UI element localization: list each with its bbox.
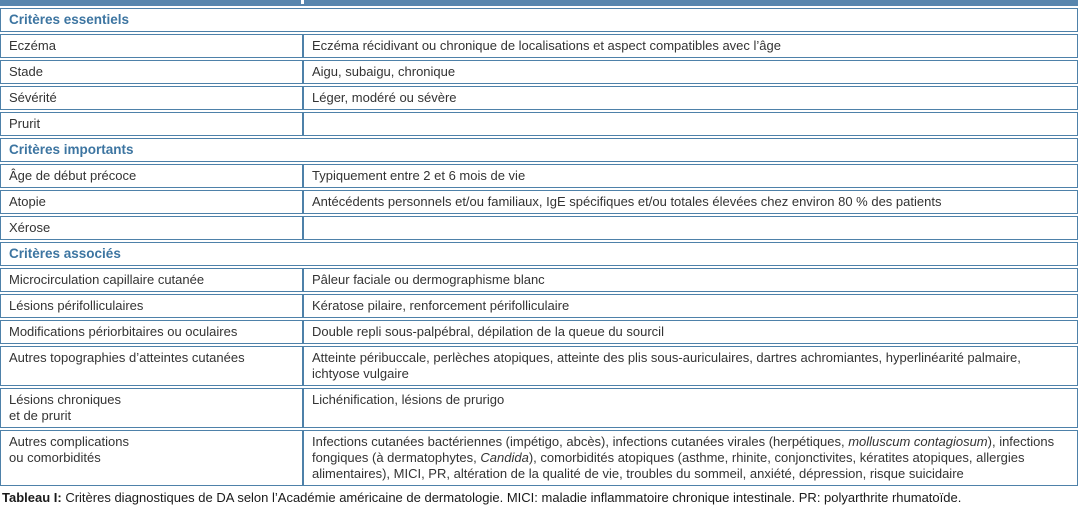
table-row [0,164,1078,188]
criterion-value [303,294,1078,318]
section-header: Critères importants [0,138,1078,162]
criterion-label: Modifications périorbitaires ou oculaires [0,320,303,344]
table-row [0,34,1078,58]
section-header: Critères associés [0,242,1078,266]
criterion-value [303,320,1078,344]
table-row [0,268,1078,292]
criterion-label: Autres complications ou comorbidités [0,430,303,486]
table-row [0,294,1078,318]
value-text: Lichénification, lésions de prurigo [312,392,505,407]
criterion-label: Stade [0,60,303,84]
caption-text: Critères diagnostiques de DA selon l’Académie américaine de dermatologie. MICI: maladie inflammatoire chronique intestinale. PR: polyarthrite rhumatoïde. [61,490,962,505]
criterion-label: Prurit [0,112,303,136]
section-header: Critères essentiels [0,8,1078,32]
criterion-value [303,346,1078,386]
criterion-value [303,86,1078,110]
criterion-label: Atopie [0,190,303,214]
italic-term: Candida [480,450,529,465]
value-text: Pâleur faciale ou dermographisme blanc [312,272,545,287]
section-header-row [0,242,1078,266]
italic-term: molluscum contagiosum [848,434,988,449]
criterion-label: Autres topographies d’atteintes cutanées [0,346,303,386]
criterion-value [303,430,1078,486]
criterion-value [303,112,1078,136]
value-text: Antécédents personnels et/ou familiaux, IgE spécifiques et/ou totales élevées chez environ 80 % des patients [312,194,942,209]
criterion-value [303,388,1078,428]
criterion-value [303,268,1078,292]
criterion-label: Lésions périfolliculaires [0,294,303,318]
table-caption [0,490,1078,506]
criterion-value [303,60,1078,84]
value-text: Double repli sous-palpébral, dépilation de la queue du sourcil [312,324,664,339]
value-text: Léger, modéré ou sévère [312,90,457,105]
table-row [0,216,1078,240]
value-text: Atteinte péribuccale, perlèches atopiques, atteinte des plis sous-auriculaires, dartres achromiantes, hyperlinéarité palmaire, ichtyose vulgaire [312,350,1021,381]
value-text: Typiquement entre 2 et 6 mois de vie [312,168,526,183]
table-row [0,190,1078,214]
value-text: Aigu, subaigu, chronique [312,64,456,79]
caption-label: Tableau I: [2,490,62,505]
table-row [0,60,1078,84]
table-row [0,112,1078,136]
value-text: Infections cutanées bactériennes (impétigo, abcès), infections cutanées virales (herpétiques, [312,434,849,449]
criterion-value [303,34,1078,58]
table-row [0,430,1078,486]
section-header-row [0,8,1078,32]
table-row [0,346,1078,386]
criterion-label: Sévérité [0,86,303,110]
criterion-label: Lésions chroniques et de prurit [0,388,303,428]
table-row [0,320,1078,344]
value-text: ), comorbidités atopiques (asthme, rhinite, conjonctivites, kératites atopiques, allergies alimentaires), MICI, PR, altération de la qualité de vie, troubles du sommeil, anxiété, dépression, risque suicidaire [312,450,1025,481]
value-text: Eczéma récidivant ou chronique de localisations et aspect compatibles avec l’âge [312,38,781,53]
column-divider-notch [301,0,304,4]
table-row [0,388,1078,428]
criterion-label: Xérose [0,216,303,240]
table-row [0,86,1078,110]
table-top-header-cutoff [0,0,1078,6]
criterion-value [303,190,1078,214]
criteria-table [0,8,1078,486]
criterion-value [303,216,1078,240]
value-text: Kératose pilaire, renforcement périfolliculaire [312,298,570,313]
criterion-value [303,164,1078,188]
criterion-label: Microcirculation capillaire cutanée [0,268,303,292]
criterion-label: Eczéma [0,34,303,58]
criterion-label: Âge de début précoce [0,164,303,188]
section-header-row [0,138,1078,162]
value-text: ), infections fongiques (à dermatophytes, [312,434,1055,465]
